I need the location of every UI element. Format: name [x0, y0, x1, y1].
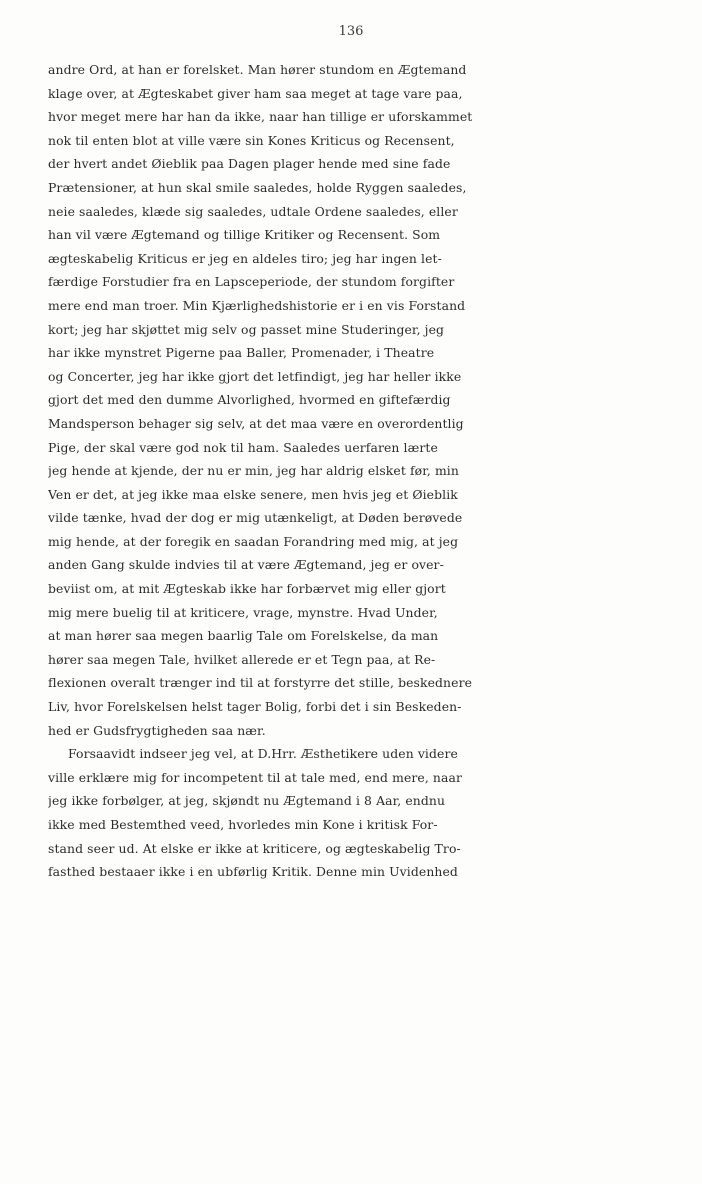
text-line: anden Gang skulde indvies til at være Ægtemand, jeg er over- — [48, 557, 444, 573]
text-line: hører saa megen Tale, hvilket allerede er et Tegn paa, at Re- — [48, 651, 436, 667]
body-text — [48, 58, 662, 884]
text-line: hed er Gudsfrygtigheden saa nær. — [48, 722, 266, 738]
text-line: ægteskabelig Kriticus er jeg en aldeles tiro; jeg har ingen let- — [48, 250, 442, 266]
text-line: mere end man troer. Min Kjærlighedshistorie er i en vis Forstand — [48, 297, 466, 313]
text-line: gjort det med den dumme Alvorlighed, hvormed en giftefærdig — [48, 392, 451, 408]
text-line: beviist om, at mit Ægteskab ikke har forbærvet mig eller gjort — [48, 581, 446, 597]
text-line: stand seer ud. At elske er ikke at kriticere, og ægteskabelig Tro- — [48, 840, 461, 856]
text-line: der hvert andet Øieblik paa Dagen plager hende med sine fade — [48, 156, 451, 172]
paragraph-start-line: Forsaavidt indseer jeg vel, at D.Hrr. Æsthetikere uden videre — [68, 746, 458, 762]
text-line: han vil være Ægtemand og tillige Kritiker og Recensent. Som — [48, 227, 441, 243]
text-line: og Concerter, jeg har ikke gjort det letfindigt, jeg har heller ikke — [48, 368, 462, 384]
text-line: neie saaledes, klæde sig saaledes, udtale Ordene saaledes, eller — [48, 203, 458, 219]
text-line: flexionen overalt trænger ind til at forstyrre det stille, beskednere — [48, 675, 473, 691]
text-line: fasthed bestaaer ikke i en ubførlig Kritik. Denne min Uvidenhed — [48, 864, 458, 880]
text-line: mig hende, at der foregik en saadan Forandring med mig, at jeg — [48, 533, 459, 549]
text-line: mig mere buelig til at kriticere, vrage, mynstre. Hvad Under, — [48, 604, 438, 620]
text-line: Ven er det, at jeg ikke maa elske senere, men hvis jeg et Øieblik — [48, 486, 458, 502]
text-line: færdige Forstudier fra en Lapsceperiode, der stundom forgifter — [48, 274, 455, 290]
text-line: har ikke mynstret Pigerne paa Baller, Promenader, i Theatre — [48, 345, 435, 361]
text-line: Mandsperson behager sig selv, at det maa være en overordentlig — [48, 415, 464, 431]
text-line: klage over, at Ægteskabet giver ham saa meget at tage vare paa, — [48, 85, 463, 101]
text-line: jeg hende at kjende, der nu er min, jeg har aldrig elsket før, min — [48, 463, 459, 479]
text-line: kort; jeg har skjøttet mig selv og passet mine Studeringer, jeg — [48, 321, 445, 337]
text-line: andre Ord, at han er forelsket. Man hører stundom en Ægtemand — [48, 62, 467, 77]
text-line: Liv, hvor Forelskelsen helst tager Bolig, forbi det i sin Beskeden- — [48, 699, 462, 715]
text-line: vilde tænke, hvad der dog er mig utænkeligt, at Døden berøvede — [48, 510, 463, 526]
text-line: jeg ikke forbølger, at jeg, skjøndt nu Ægtemand i 8 Aar, endnu — [48, 793, 446, 809]
text-line: ikke med Bestemthed veed, hvorledes min Kone i kritisk For- — [48, 817, 438, 832]
text-line: Pige, der skal være god nok til ham. Saaledes uerfaren lærte — [48, 439, 438, 455]
page-number: 136 — [338, 24, 364, 39]
text-line: hvor meget mere har han da ikke, naar han tillige er uforskammet — [48, 109, 473, 125]
text-line: nok til enten blot at ville være sin Kones Kriticus og Recensent, — [48, 132, 455, 148]
text-line: ville erklære mig for incompetent til at tale med, end mere, naar — [48, 769, 462, 785]
text-line: Prætensioner, at hun skal smile saaledes, holde Ryggen saaledes, — [48, 179, 467, 195]
text-line: at man hører saa megen baarlig Tale om Forelskelse, da man — [48, 628, 439, 644]
